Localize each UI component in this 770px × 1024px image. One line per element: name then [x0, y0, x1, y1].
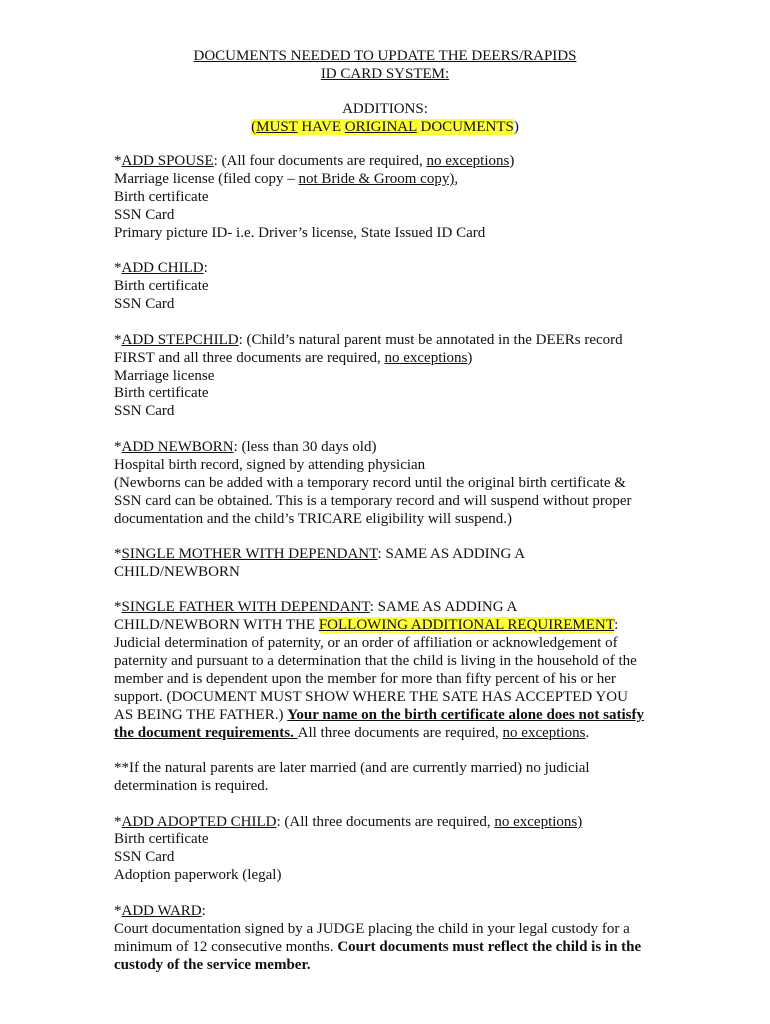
newborn-text-line3: SSN card can be obtained. This is a temporary record and will suspend without proper [114, 493, 632, 509]
single-father-text-line7: AS BEING THE FATHER.) Your name on the birth certificate alone does not satisfy [114, 707, 644, 723]
section-heading-single-father: SINGLE FATHER WITH DEPENDANT [121, 599, 370, 615]
stepchild-item-marriage-license: Marriage license [114, 368, 215, 384]
ward-text-line3: custody of the service member. [114, 957, 311, 973]
section-heading-add-ward: ADD WARD [121, 903, 202, 919]
spouse-item-birth-certificate: Birth certificate [114, 189, 209, 205]
single-mother-heading-line: *SINGLE MOTHER WITH DEPENDANT: SAME AS ADDING A [114, 546, 526, 562]
section-heading-add-child: ADD CHILD [121, 260, 204, 276]
ward-text-line2: minimum of 12 consecutive months. Court documents must reflect the child is in the [114, 939, 642, 955]
newborn-heading-line: *ADD NEWBORN: (less than 30 days old) [114, 439, 377, 455]
single-mother-text-line2: CHILD/NEWBORN [114, 564, 240, 580]
spouse-item-picture-id: Primary picture ID- i.e. Driver’s license, State Issued ID Card [114, 225, 486, 241]
document-title-line2: ID CARD SYSTEM: [320, 66, 450, 82]
adopted-item-adoption-paperwork: Adoption paperwork (legal) [114, 867, 282, 883]
newborn-text-line2: (Newborns can be added with a temporary record until the original birth certificate & [114, 475, 626, 491]
section-heading-add-spouse: ADD SPOUSE [121, 153, 214, 169]
natural-parents-note-line2: determination is required. [114, 778, 269, 794]
document-title-line1: DOCUMENTS NEEDED TO UPDATE THE DEERS/RAPIDS [193, 48, 577, 64]
spouse-item-ssn-card: SSN Card [114, 207, 175, 223]
section-heading-add-adopted-child: ADD ADOPTED CHILD [121, 814, 277, 830]
single-father-text-line3: Judicial determination of paternity, or an order of affiliation or acknowledgement of [114, 635, 618, 651]
adopted-item-ssn-card: SSN Card [114, 849, 175, 865]
section-heading-add-newborn: ADD NEWBORN [121, 439, 234, 455]
single-father-text-line5: member and is dependent upon the member for more than fifty percent of his or her [114, 671, 616, 687]
child-item-ssn-card: SSN Card [114, 296, 175, 312]
ward-text-line1: Court documentation signed by a JUDGE placing the child in your legal custody for a [114, 921, 630, 937]
stepchild-heading-line: *ADD STEPCHILD: (Child’s natural parent must be annotated in the DEERs record [114, 332, 623, 348]
newborn-text-line1: Hospital birth record, signed by attending physician [114, 457, 426, 473]
child-heading-line: *ADD CHILD: [114, 260, 208, 276]
section-heading-single-mother: SINGLE MOTHER WITH DEPENDANT [121, 546, 378, 562]
single-father-heading-line: *SINGLE FATHER WITH DEPENDANT: SAME AS ADDING A [114, 599, 518, 615]
original-documents-notice: (MUST HAVE ORIGINAL DOCUMENTS) [251, 119, 519, 135]
child-item-birth-certificate: Birth certificate [114, 278, 209, 294]
single-father-text-line6: support. (DOCUMENT MUST SHOW WHERE THE SATE HAS ACCEPTED YOU [114, 689, 628, 705]
section-heading-add-stepchild: ADD STEPCHILD [121, 332, 239, 348]
highlight-following-additional-requirement: FOLLOWING ADDITIONAL REQUIREMENT [318, 617, 615, 633]
stepchild-item-ssn-card: SSN Card [114, 403, 175, 419]
ward-heading-line: *ADD WARD: [114, 903, 206, 919]
stepchild-item-birth-certificate: Birth certificate [114, 385, 209, 401]
stepchild-note-line2: FIRST and all three documents are required, no exceptions) [114, 350, 473, 366]
spouse-item-marriage-license: Marriage license (filed copy – not Bride & Groom copy), [114, 171, 459, 187]
single-father-text-line4: paternity and pursuant to a determination that the child is living in the household of the [114, 653, 637, 669]
additions-heading: ADDITIONS: [342, 101, 428, 117]
single-father-text-line2: CHILD/NEWBORN WITH THE FOLLOWING ADDITIONAL REQUIREMENT: [114, 617, 619, 633]
highlight-original-documents: (MUST HAVE ORIGINAL DOCUMENTS [251, 119, 514, 135]
spouse-heading-line: *ADD SPOUSE: (All four documents are required, no exceptions) [114, 153, 515, 169]
adopted-item-birth-certificate: Birth certificate [114, 831, 209, 847]
single-father-text-line8: the document requirements. All three documents are required, no exceptions. [114, 725, 590, 741]
natural-parents-note-line1: **If the natural parents are later married (and are currently married) no judicial [114, 760, 590, 776]
adopted-heading-line: *ADD ADOPTED CHILD: (All three documents are required, no exceptions) [114, 814, 583, 830]
newborn-text-line4: documentation and the child’s TRICARE eligibility will suspend.) [114, 511, 513, 527]
